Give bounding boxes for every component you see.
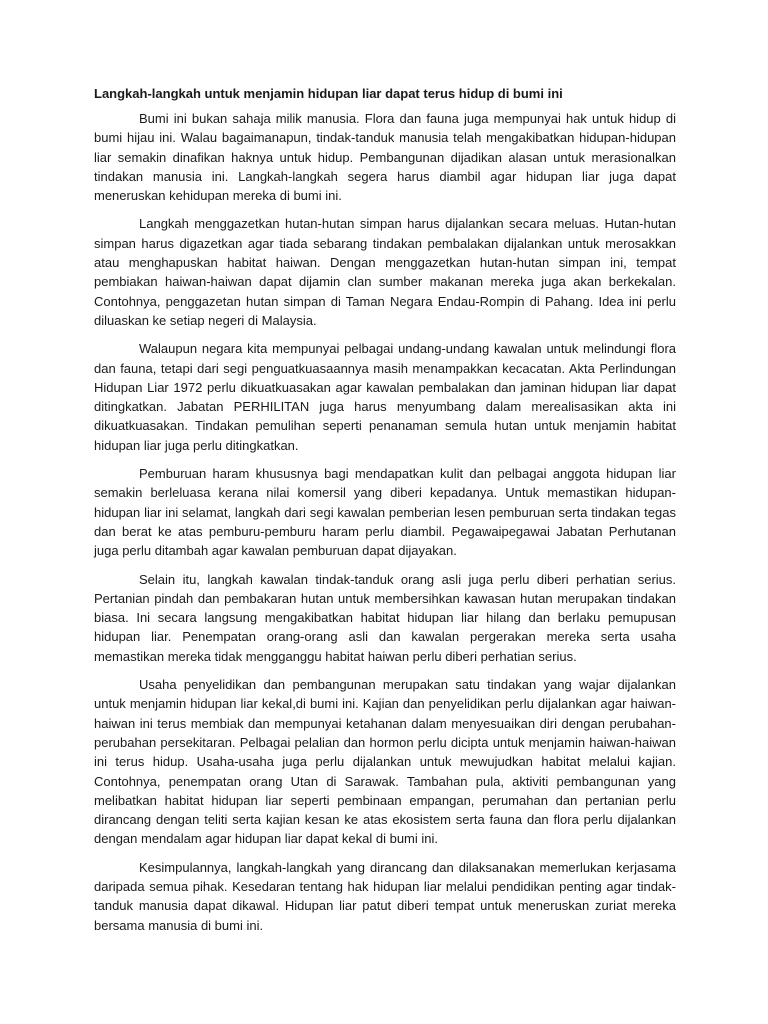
document-page <box>94 84 676 944</box>
paragraph-research: Usaha penyelidikan dan pembangunan merupakan satu tindakan yang wajar dijalankan untuk menjamin hidupan liar kekal,di bumi ini. Kajian dan penyelidikan perlu dijalankan agar haiwan-haiwan ini terus membiak dan mempunyai ketahanan dalam menyesuaikan diri dengan perubahan-perubahan persekitaran. Pelbagai pelalian dan hormon perlu dicipta untuk menjamin haiwan-haiwan ini terus hidup. Usaha-usaha juga perlu dijalankan untuk mewujudkan habitat melalui kajian. Contohnya, penempatan orang Utan di Sarawak. Tambahan pula, aktiviti pembangunan yang melibatkan habitat hidupan liar seperti pembinaan empangan, perumahan dan pertanian perlu dirancang dengan teliti serta kajian kesan ke atas ekosistem serta fauna dan flora perlu dijalankan dengan mendalam agar hidupan liar dapat kekal di bumi ini. <box>94 677 676 847</box>
paragraph-law-enforcement: Walaupun negara kita mempunyai pelbagai undang-undang kawalan untuk melindungi flora dan fauna, tetapi dari segi penguatkuasaannya masih menampakkan kecacatan. Akta Perlindungan Hidupan Liar 1972 perlu dikuatkuasakan agar kawalan pembalakan dan jaminan hidupan liar dapat ditingkatkan. Jabatan PERHILITAN juga harus menyumbang dalam merealisasikan akta ini dikuatkuasakan. Tindakan pemulihan seperti penanaman semula hutan untuk menjamin habitat hidupan liar juga perlu ditingkatkan. <box>94 341 676 453</box>
paragraph-introduction: Bumi ini bukan sahaja milik manusia. Flora dan fauna juga mempunyai hak untuk hidup di bumi hijau ini. Walau bagaimanapun, tindak-tanduk manusia telah mengakibatkan hidupan-hidupan liar semakin dinafikan haknya untuk hidup. Pembangunan dijadikan alasan untuk merasionalkan tindakan manusia ini. Langkah-langkah segera harus diambil agar hidupan liar juga dapat meneruskan kehidupan mereka di bumi ini. <box>94 111 676 204</box>
paragraph-conclusion: Kesimpulannya, langkah-langkah yang dirancang dan dilaksanakan memerlukan kerjasama daripada semua pihak. Kesedaran tentang hak hidupan liar melalui pendidikan penting agar tindak-tanduk manusia dapat dikawal. Hidupan liar patut diberi tempat untuk meneruskan zuriat mereka bersama manusia di bumi ini. <box>94 859 676 933</box>
document-title: Langkah-langkah untuk menjamin hidupan liar dapat terus hidup di bumi ini <box>94 86 563 101</box>
paragraph-orang-asli: Selain itu, langkah kawalan tindak-tanduk orang asli juga perlu diberi perhatian serius. Pertanian pindah dan pembakaran hutan untuk membersihkan kawasan hutan merupakan tindakan biasa. Ini secara langsung mengakibatkan habitat hidupan liar hilang dan berlaku pemupusan hidupan liar. Penempatan orang-orang asli dan kawalan pergerakan mereka serta usaha memastikan mereka tidak mengganggu habitat haiwan perlu diberi perhatian serius. <box>94 571 676 664</box>
paragraph-illegal-hunting: Pemburuan haram khususnya bagi mendapatkan kulit dan pelbagai anggota hidupan liar semakin berleluasa kerana nilai komersil yang diberi kepadanya. Untuk memastikan hidupan-hidupan liar ini selamat, langkah dari segi kawalan pemberian lesen pemburuan serta tindakan tegas dan berat ke atas pemburu-pemburu haram perlu diambil. Pegawaipegawai Jabatan Perhutanan juga perlu ditambah agar kawalan pemburuan dapat dijayakan. <box>94 466 676 559</box>
paragraph-gazette-forests: Langkah menggazetkan hutan-hutan simpan harus dijalankan secara meluas. Hutan-hutan simpan harus digazetkan agar tiada sebarang tindakan pembalakan dijalankan untuk merosakkan atau menghapuskan habitat haiwan. Dengan menggazetkan hutan-hutan simpan ini, tempat pembiakan haiwan-haiwan dapat dijamin clan sumber makanan mereka juga akan berkekalan. Contohnya, penggazetan hutan simpan di Taman Negara Endau-Rompin di Pahang. Idea ini perlu diluaskan ke setiap negeri di Malaysia. <box>94 216 676 328</box>
